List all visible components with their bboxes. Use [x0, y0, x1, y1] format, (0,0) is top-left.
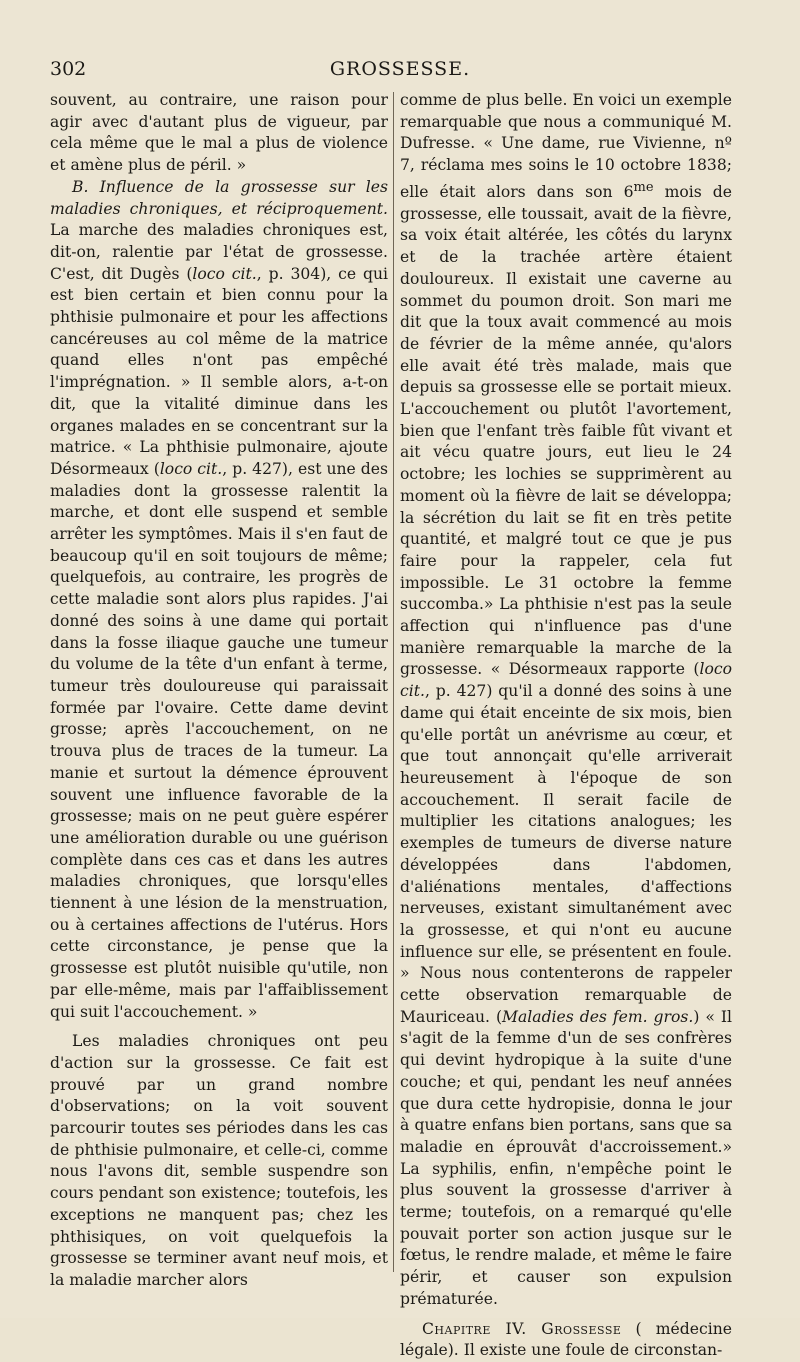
paragraph-section-b	[50, 177, 388, 1023]
running-title: GROSSESSE.	[329, 58, 471, 80]
left-column	[50, 90, 388, 1292]
column-divider	[393, 92, 394, 1272]
text-span: , p. 427), est une des maladies dont la grossesse ralentit la marche, et dont elle suspend et semble arrêter les symptômes. Mais il s'en faut de beaucoup qu'il en soit toujours de même; quelquefois, au contraire, les progrès de cette maladie sont alors plus rapides. J'ai donné des soins à une dame qui portait dans la fosse iliaque gauche une tumeur du volume de la tête d'un enfant à terme, tumeur très douloureuse qui paraissait formée par l'ovaire. Cette dame devint grosse; après l'accouchement, on ne trouva plus de traces de la tumeur. La manie et surtout la démence éprouvent souvent une influence favorable de la grossesse; mais on ne peut guère espérer une amélioration durable ou une guérison complète dans ces cas et dans les autres maladies chroniques, que lorsqu'elles tiennent à une lésion de la menstruation, ou à certaines affections de l'utérus. Hors cette circonstance, je pense que la grossesse est plutôt nuisible qu'utile, non par elle-même, mais par l'affaiblissement qui suit l'accouchement. »	[50, 459, 388, 1021]
paragraph: souvent, au contraire, une raison pour agir avec d'autant plus de vigueur, par cela même que le mal a plus de violence et amène plus de péril. »	[50, 91, 388, 175]
text-span: comme de plus belle. En voici un exemple remarquable que nous a communiqué M. Dufresse. « Une dame, rue Vivienne, nº 7, réclama mes soins le 10 octobre 1838; elle était alors dans son 6	[400, 91, 732, 201]
page-header	[0, 58, 800, 88]
superscript: me	[633, 179, 654, 195]
page-number: 302	[50, 58, 87, 80]
text-span: ) « Il s'agit de la femme d'un de ses confrères qui devint hydropique à la suite d'une couche; et qui, pendant les neuf années que dura cette hydropisie, donna le jour à quatre enfans bien portans, sans que sa maladie en éprouvât d'accroissement.» La syphilis, enfin, n'empêche point le plus souvent la grossesse d'arriver à terme; toutefois, on a remarqué qu'elle pouvait porter son action jusque sur le fœtus, le rendre malade, et même le faire périr, et causer son expulsion prématurée.	[400, 1007, 732, 1308]
citation: loco cit.	[159, 459, 223, 478]
text-span: , p. 304), ce qui est bien certain et bien connu pour la phthisie pulmonaire et pour les affections cancéreuses au col même de la matrice quand elles n'ont pas empêché l'imprégnation. » Il semble alors, a-t-on dit, que la vitalité diminue dans les organes malades en se concentrant sur la matrice. « La phthisie pulmonaire, ajoute Désormeaux (	[50, 264, 388, 478]
section-heading: B. Influence de la grossesse sur les maladies chroniques, et réciproquement.	[50, 177, 388, 218]
paragraph: Les maladies chroniques ont peu d'action sur la grossesse. Ce fait est prouvé par un grand nombre d'observations; on la voit souvent parcourir toutes ses périodes dans les cas de phthisie pulmonaire, et celle-ci, comme nous l'avons dit, semble suspendre son cours pendant son existence; toutefois, les exceptions ne manquent pas; chez les phthisiques, on voit quelquefois la grossesse se terminer avant neuf mois, et la maladie marcher alors	[50, 1032, 388, 1289]
paragraph	[400, 90, 732, 1311]
chapter-heading: Chapitre IV. Grossesse	[422, 1319, 622, 1338]
text-span: mois de grossesse, elle toussait, avait de la fièvre, sa voix était altérée, les côtés du larynx et de la trachée artère étaient douloureux. Il existait une caverne au sommet du poumon droit. Son mari me dit que la toux avait commencé au mois de février de la même année, qu'alors elle avait été très malade, mais que depuis sa grossesse elle se portait mieux. L'accouchement ou plutôt l'avortement, bien que l'enfant très faible fût vivant et ait vécu quatre jours, eut lieu le 24 octobre; les lochies se supprimèrent au moment où la fièvre de lait se développa; la sécrétion du lait se fit en très petite quantité, et malgré tout ce que je pus faire pour la rappeler, cela fut impossible. Le 31 octobre la femme succomba.» La phthisie n'est pas la seule affection qui n'influence pas d'une manière remarquable la marche de la grossesse. « Désormeaux rapporte (	[400, 183, 732, 679]
citation: loco cit.	[192, 264, 257, 283]
text-span: La marche des maladies chroniques est, dit-on, ralentie par l'état de grossesse. C'est, dit Dugès (	[50, 221, 388, 283]
text-span: ( médecine légale). Il existe une foule de circonstan-	[400, 1319, 732, 1360]
paragraph-chapter-iv	[400, 1319, 732, 1362]
right-column	[400, 90, 732, 1362]
text-span: , p. 427) qu'il a donné des soins à une dame qui était enceinte de six mois, bien qu'elle portât un anévrisme au cœur, et que tout annonçait qu'elle arriverait heureusement à l'époque de son accouchement. Il serait facile de multiplier les citations analogues; les exemples de tumeurs de diverse nature développées dans l'abdomen, d'aliénations mentales, d'affections nerveuses, existant simultanément avec la grossesse, et qui n'ont eu aucune influence sur elle, se présentent en foule. » Nous nous contenterons de rappeler cette observation remarquable de Mauriceau. (	[400, 682, 732, 1026]
citation: loco cit.	[400, 660, 732, 701]
citation: Maladies des fem. gros.	[502, 1007, 694, 1026]
